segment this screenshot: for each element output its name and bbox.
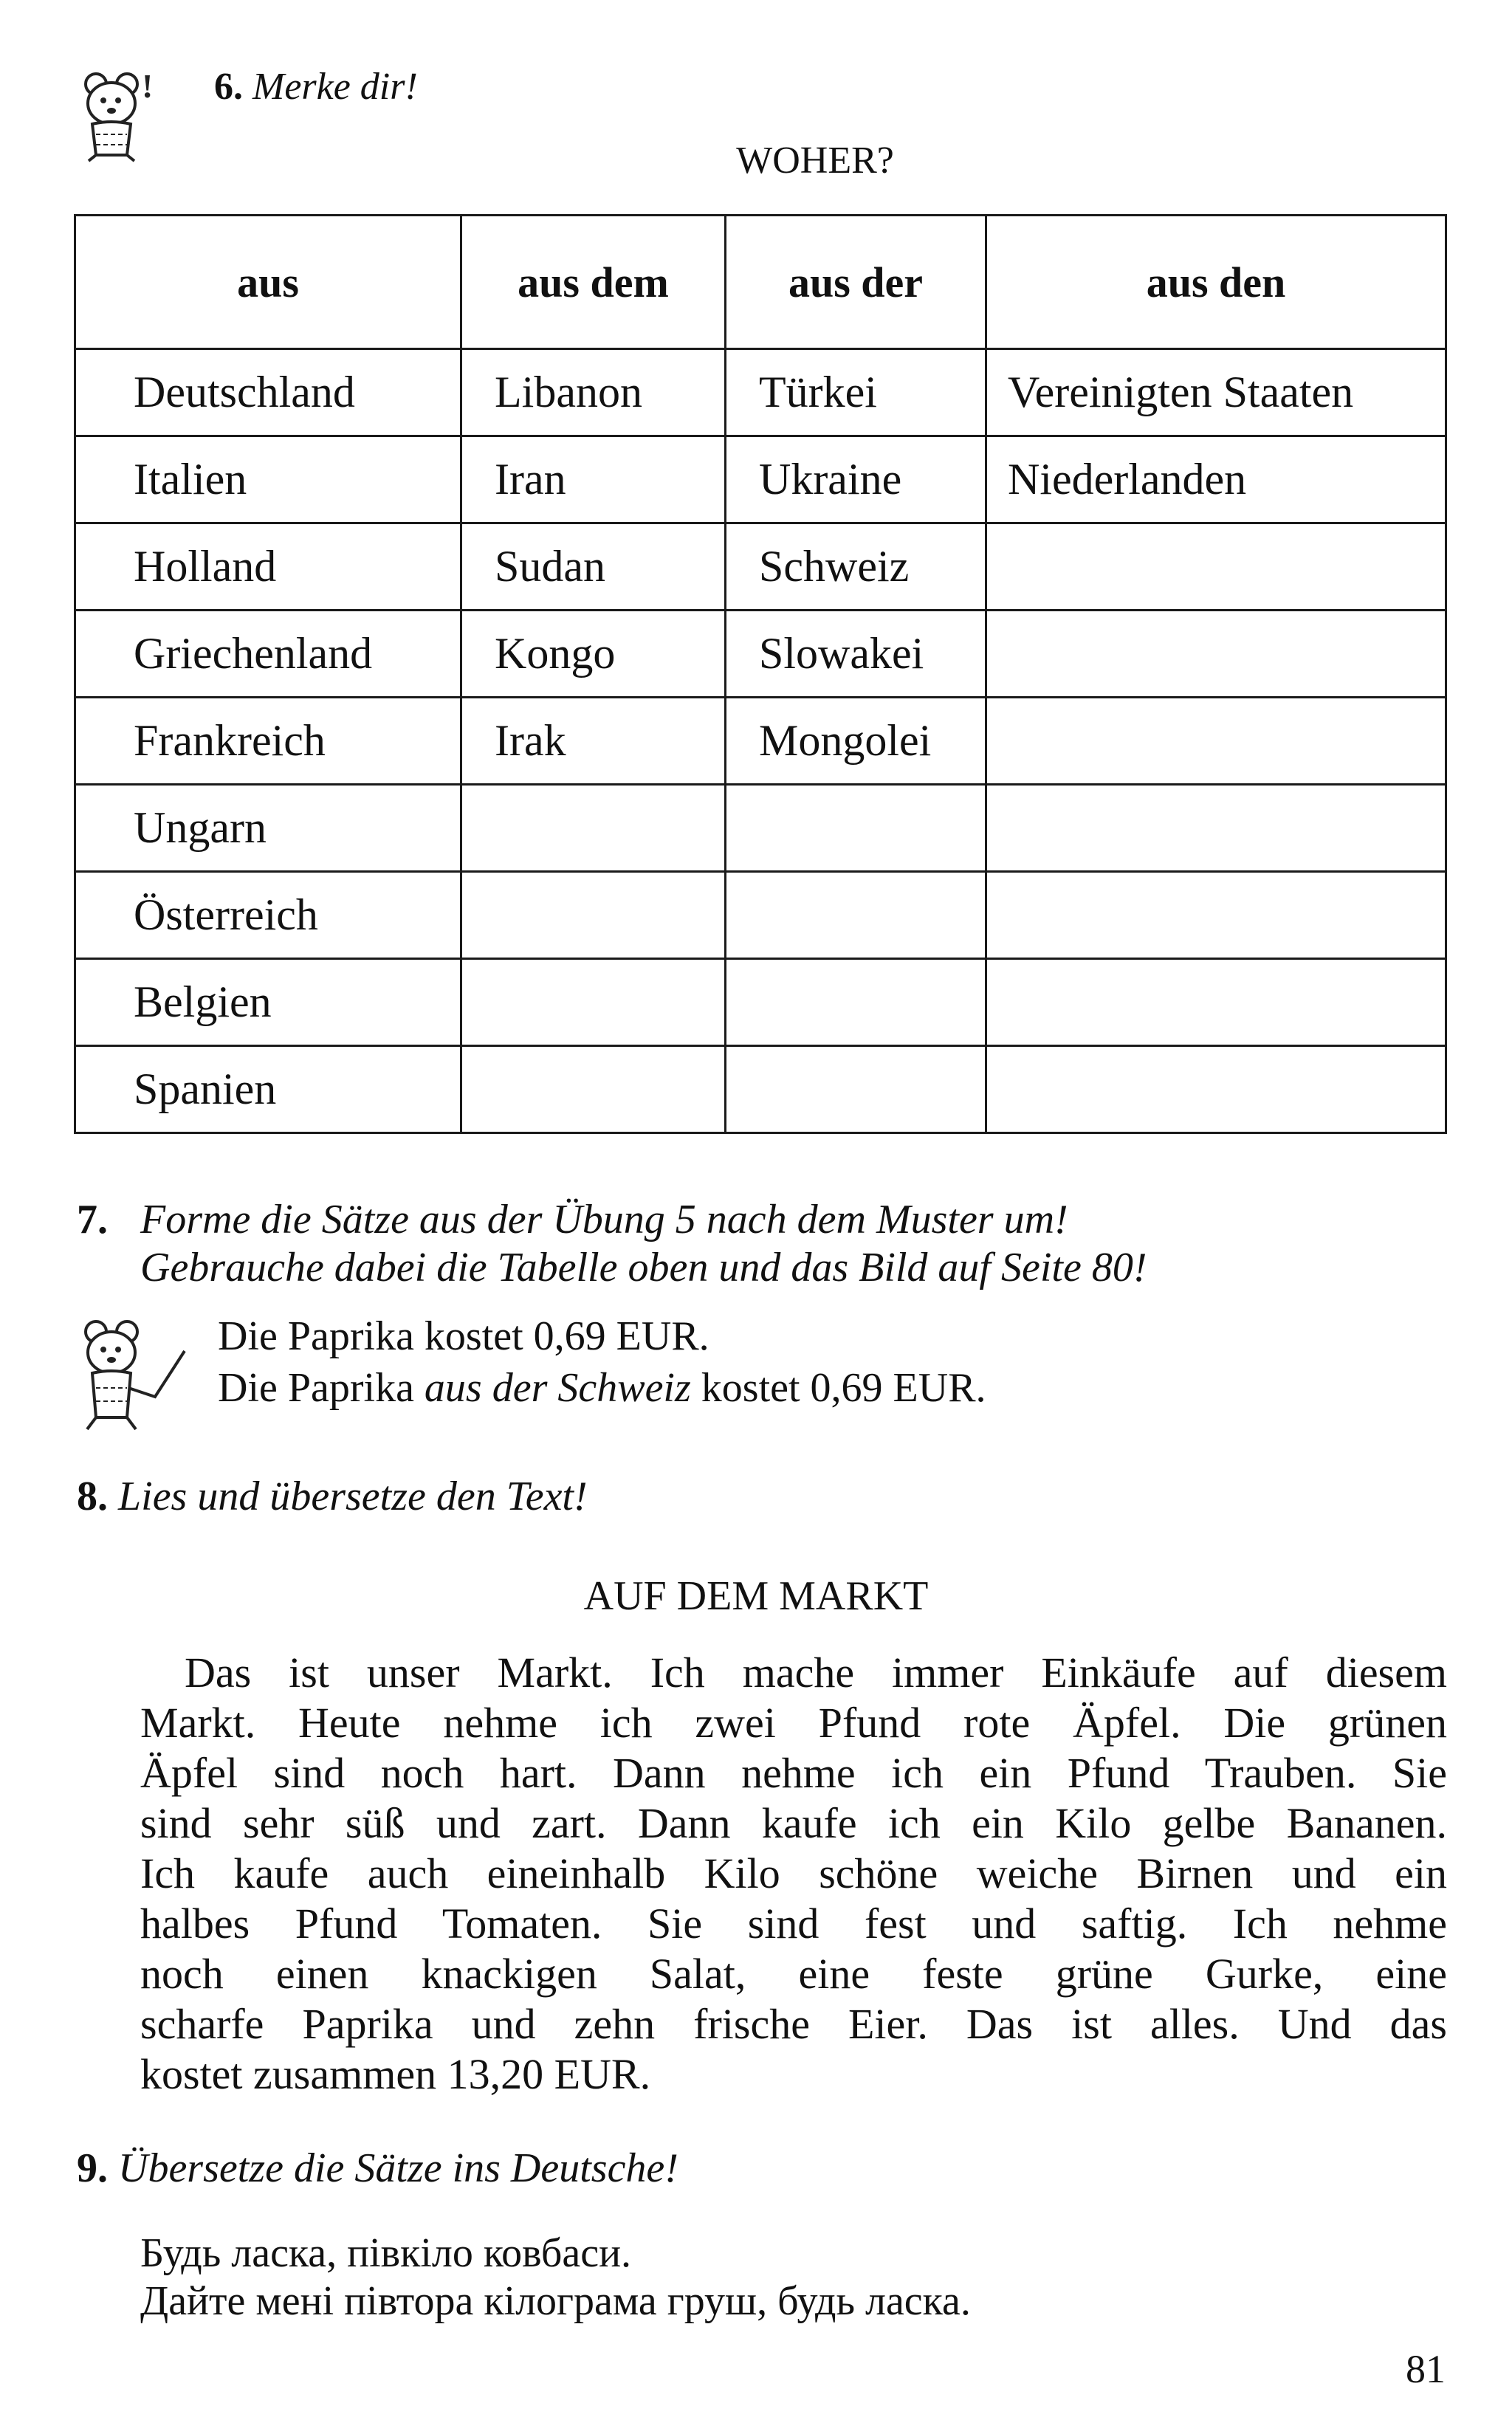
text-line: scharfe Paprika und zehn frische Eier. Das ist alles. Und das — [140, 2000, 1447, 2048]
table-cell: Frankreich — [75, 698, 461, 785]
example-sentence-1: Die Paprika kostet 0,69 EUR. — [218, 1313, 709, 1359]
table-cell — [986, 611, 1446, 698]
table-row — [75, 611, 1446, 698]
table-cell: Ukraine — [726, 436, 986, 523]
exercise-7-number: 7. — [77, 1197, 108, 1242]
table-header-cell: aus den — [986, 216, 1446, 349]
bear-pointing-icon — [74, 1314, 192, 1440]
text-title: AUF DEM MARKT — [583, 1573, 929, 1619]
text-line: noch einen knackigen Salat, eine feste grüne Gurke, eine — [140, 1950, 1447, 1998]
table-cell — [986, 523, 1446, 611]
table-row — [75, 436, 1446, 523]
table-header-cell: aus der — [726, 216, 986, 349]
table-row — [75, 785, 1446, 872]
text-line: Das ist unser Markt. Ich mache immer Einkäufe auf diesem — [185, 1649, 1447, 1697]
table-cell: Iran — [461, 436, 726, 523]
example-sentence-2-start: Die Paprika — [218, 1365, 425, 1411]
table-cell: Niederlanden — [986, 436, 1446, 523]
table-cell: Vereinigten Staaten — [986, 349, 1446, 436]
table-cell: Libanon — [461, 349, 726, 436]
ukrainian-sentence-2: Дайте мені півтора кілограма груш, будь ласка. — [140, 2278, 971, 2324]
table-row — [75, 349, 1446, 436]
svg-text:!: ! — [142, 68, 154, 105]
table-cell — [726, 1046, 986, 1133]
text-line: Äpfel sind noch hart. Dann nehme ich ein Pfund Trauben. Sie — [140, 1749, 1447, 1797]
table-cell: Spanien — [75, 1046, 461, 1133]
table-header-cell: aus dem — [461, 216, 726, 349]
text-line: halbes Pfund Tomaten. Sie sind fest und saftig. Ich nehme — [140, 1900, 1447, 1948]
table-cell — [986, 959, 1446, 1046]
table-cell: Slowakei — [726, 611, 986, 698]
exercise-8-heading — [77, 1473, 588, 1520]
exercise-6-number: 6. — [214, 66, 243, 108]
exercise-9-number: 9. — [77, 2145, 108, 2191]
table-cell: Belgien — [75, 959, 461, 1046]
example-sentence-2-end: kostet 0,69 EUR. — [690, 1365, 986, 1411]
text-line: Markt. Heute nehme ich zwei Pfund rote Äpfel. Die grünen — [140, 1699, 1447, 1747]
exercise-8-number: 8. — [77, 1474, 108, 1519]
ukrainian-sentence-1: Будь ласка, півкіло ковбаси. — [140, 2230, 632, 2276]
text-line: kostet zusammen 13,20 EUR. — [140, 2050, 651, 2098]
woher-subtitle: WOHER? — [736, 140, 894, 182]
table-row — [75, 959, 1446, 1046]
table-row — [75, 872, 1446, 959]
table-cell — [461, 1046, 726, 1133]
table-cell: Ungarn — [75, 785, 461, 872]
table-cell — [986, 698, 1446, 785]
table-cell: Schweiz — [726, 523, 986, 611]
table-cell: Sudan — [461, 523, 726, 611]
example-sentence-2 — [218, 1364, 986, 1412]
exercise-9-instruction: Übersetze die Sätze ins Deutsche! — [118, 2145, 678, 2191]
table-header-cell: aus — [75, 216, 461, 349]
page-number: 81 — [1406, 2347, 1446, 2391]
table-cell: Mongolei — [726, 698, 986, 785]
table-header-row — [75, 216, 1446, 349]
table-cell: Österreich — [75, 872, 461, 959]
text-line: Ich kaufe auch eineinhalb Kilo schöne weiche Birnen und ein — [140, 1849, 1447, 1897]
table-cell: Deutschland — [75, 349, 461, 436]
table-cell: Holland — [75, 523, 461, 611]
table-cell — [726, 872, 986, 959]
text-paragraph — [140, 1648, 1447, 2100]
exercise-6-heading — [214, 65, 418, 109]
table-cell: Türkei — [726, 349, 986, 436]
table-cell — [986, 785, 1446, 872]
table-cell — [986, 872, 1446, 959]
table-row — [75, 1046, 1446, 1133]
table-cell: Kongo — [461, 611, 726, 698]
table-cell: Italien — [75, 436, 461, 523]
table-cell — [461, 872, 726, 959]
exercise-7-heading — [77, 1196, 108, 1243]
table-cell — [461, 959, 726, 1046]
table-row — [75, 523, 1446, 611]
table-cell: Irak — [461, 698, 726, 785]
table-cell — [461, 785, 726, 872]
table-cell — [986, 1046, 1446, 1133]
table-cell: Griechenland — [75, 611, 461, 698]
exercise-9-heading — [77, 2145, 678, 2192]
exercise-7-instruction-line2: Gebrauche dabei die Tabelle oben und das Bild auf Seite 80! — [140, 1245, 1147, 1290]
example-sentence-2-emphasis: aus der Schweiz — [424, 1365, 691, 1411]
table-row — [75, 698, 1446, 785]
table-cell — [726, 785, 986, 872]
table-cell — [726, 959, 986, 1046]
text-line: sind sehr süß und zart. Dann kaufe ich ein Kilo gelbe Bananen. — [140, 1799, 1447, 1847]
exercise-7-instruction-line1: Forme die Sätze aus der Übung 5 nach dem Muster um! — [140, 1197, 1068, 1242]
exercise-8-instruction: Lies und übersetze den Text! — [118, 1474, 588, 1519]
woher-table — [74, 214, 1447, 1134]
exercise-6-title: Merke dir! — [252, 66, 418, 108]
